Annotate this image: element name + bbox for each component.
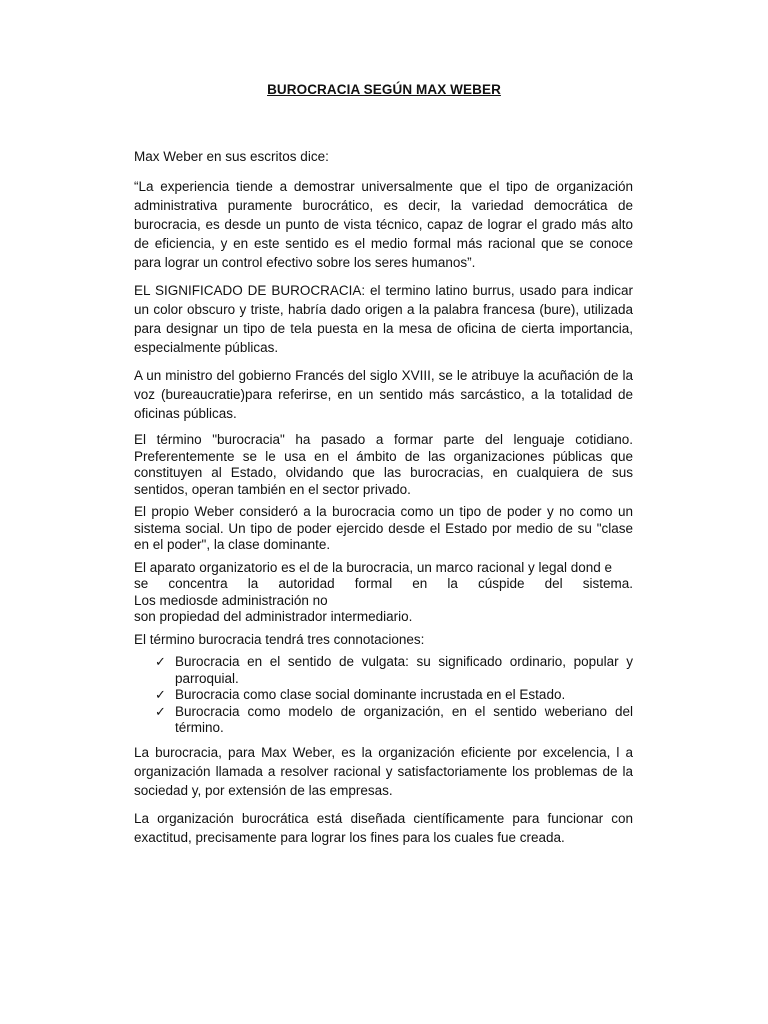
- aparato-line: se concentra la autoridad formal en la cúspide del sistema.: [134, 576, 633, 591]
- list-item-text: Burocracia como modelo de organización, en el sentido weberiano del término.: [175, 703, 633, 735]
- connotaciones-intro: El término burocracia tendrá tres connotaciones:: [134, 631, 425, 647]
- significado-paragraph: EL SIGNIFICADO DE BUROCRACIA: el termino latino burrus, usado para indicar un color obscuro y triste, habría dado origen a la palabra francesa (bure), utilizada para designar un tipo de tela puesta en la mesa de oficina de cierta importancia, especialmente públicas.: [134, 283, 633, 355]
- list-item: [134, 704, 633, 737]
- aparato-line: Los mediosde administración no: [134, 592, 328, 608]
- document-title: BUROCRACIA SEGÚN MAX WEBER: [267, 82, 501, 97]
- intro-paragraph: Max Weber en sus escritos dice:: [134, 149, 329, 164]
- quote-paragraph: “La experiencia tiende a demostrar universalmente que el tipo de organización administrativa puramente burocrático, es decir, la variedad democrática de burocracia, es desde un punto de vista técnico, capaz de lograr el grado más alto de eficiencia, y en este sentido es el medio formal más racional que se conoce para lograr un control efectivo sobre los seres humanos”.: [134, 179, 633, 270]
- list-item-text: Burocracia en el sentido de vulgata: su significado ordinario, popular y parroquial.: [175, 654, 633, 686]
- ministro-paragraph: A un ministro del gobierno Francés del siglo XVIII, se le atribuye la acuñación de la voz (bureaucratie)para referirse, en un sentido más sarcástico, a la totalidad de oficinas públicas.: [134, 368, 633, 421]
- propio-weber-paragraph: El propio Weber consideró a la burocracia como un tipo de poder y no como un sistema social. Un tipo de poder ejercido desde el Estado por medio de su "clase en el poder", la clase dominante.: [134, 504, 633, 552]
- eficiente-paragraph: La burocracia, para Max Weber, es la organización eficiente por excelencia, l a organización llamada a resolver racional y satisfactoriamente los problemas de la sociedad y, por extensión de las empresas.: [134, 744, 633, 798]
- list-item-text: Burocracia como clase social dominante incrustada en el Estado.: [175, 687, 566, 702]
- aparato-paragraph: [134, 560, 633, 626]
- checkmark-icon: ✓: [155, 703, 166, 719]
- list-item: [134, 654, 633, 687]
- aparato-line: El aparato organizatorio es el de la burocracia, un marco racional y legal dond e: [134, 559, 613, 575]
- termino-cotidiano-paragraph: El término "burocracia" ha pasado a formar parte del lenguaje cotidiano. Preferentemente se le usa en el ámbito de las organizaciones públicas que constituyen al Estado, olvidando que las burocracias, en cualquiera de sus sentidos, operan también en el sector privado.: [134, 432, 633, 497]
- disenada-paragraph: La organización burocrática está diseñada científicamente para funcionar con exactitud, precisamente para lograr los fines para los cuales fue creada.: [134, 810, 633, 845]
- aparato-line: son propiedad del administrador intermediario.: [134, 609, 413, 624]
- checkmark-icon: ✓: [155, 687, 166, 702]
- document-body: [134, 147, 633, 856]
- checkmark-icon: ✓: [155, 654, 166, 669]
- connotaciones-list: [134, 654, 633, 737]
- list-item: [134, 687, 633, 704]
